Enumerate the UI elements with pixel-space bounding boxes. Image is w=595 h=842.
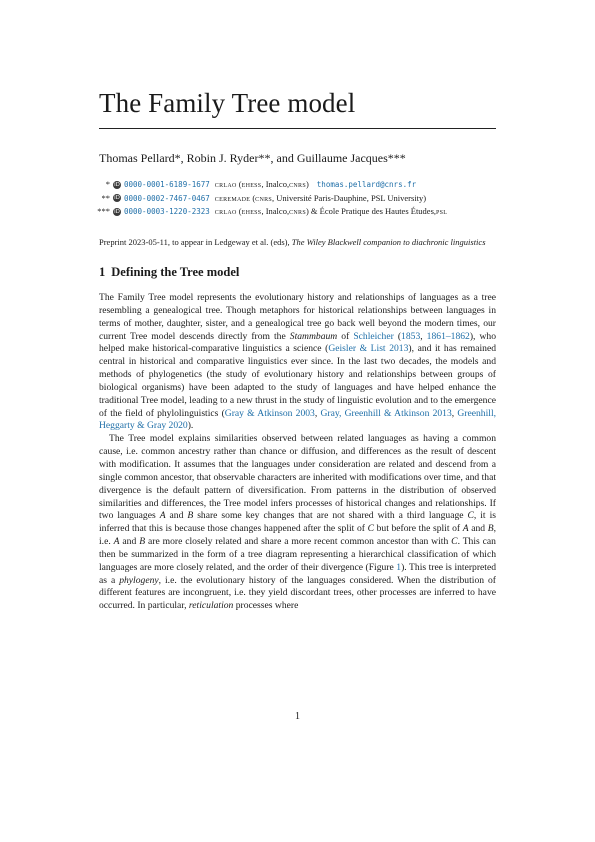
citation-link[interactable]: 1861–1862: [426, 330, 470, 342]
citation-link[interactable]: Greenhill, Heggarty & Gray 2020: [99, 407, 497, 432]
affiliation-mark: **: [101, 192, 110, 203]
affiliation-org-sc: ehess: [241, 206, 262, 217]
figure-link[interactable]: 1: [396, 561, 402, 573]
affiliation-org-sc: cnrs: [255, 192, 273, 203]
affiliation-1: [88, 178, 447, 192]
text-run: The Tree model explains similarities observed between related languages as having a common cause, i.e. common ancestry rather than chance or diffusion, and differences as the result of descent with modification. It assumes that the languages under consideration are related and descend from a single common ancestor, that observable characters are inherited with modifications over time, and that divergence is the default pattern of diversification. From patterns in the distribution of observed similarities and differences, the Tree model infers processes of historical changes and relationships. If two languages: [99, 433, 496, 522]
page-number: 1: [295, 711, 300, 722]
affiliation-org: ceremade: [214, 192, 251, 203]
text-run: . This can then be summarized in the form of a tree diagram representing a hierarchical classification of which languages are more closely related, and the order of their divergence (Figure: [99, 536, 496, 573]
variable: C: [367, 523, 374, 535]
affiliation-mark: ***: [97, 206, 110, 217]
citation-link[interactable]: Gray, Greenhill & Atkinson 2013: [320, 407, 452, 419]
affiliation-text: (: [252, 192, 256, 203]
text-run: and: [119, 536, 140, 548]
text-run: and: [165, 510, 188, 522]
variable: B: [139, 536, 146, 548]
paragraph: [99, 292, 496, 433]
text-run: , it is inferred that this is because those changes happened after the split of: [99, 510, 496, 535]
affiliation-org-sc: psl: [436, 206, 448, 217]
affiliation-text: ) & École Pratique des Hautes Études,: [305, 206, 437, 217]
text-run: ), who helped make historical-comparative linguistics a science (: [99, 330, 496, 355]
section-title: Defining the Tree model: [111, 265, 240, 279]
orcid-link[interactable]: 0000-0001-6189-1677: [124, 180, 210, 190]
variable: B: [487, 523, 494, 535]
affiliation-org-sc: cnrs: [289, 179, 306, 190]
text-run: of: [337, 330, 354, 342]
text-run: The Family Tree model represents the evolutionary history and relationships of languages as a tree resembling a genealogical tree. Though metaphors for historical relationships between languages in terms of mother, daughter, sister, and a genealogical tree go back well beyond the modern times, our current Tree model descends directly from the: [99, 292, 496, 342]
affiliation-mark: *: [105, 179, 110, 190]
citation-link[interactable]: 1853: [401, 330, 421, 342]
variable: C: [467, 510, 474, 522]
text-run: are more closely related and share a more recent common ancestor than with: [145, 536, 452, 548]
email-link[interactable]: thomas.pellard@cnrs.fr: [316, 180, 417, 190]
affiliation-org: crlao: [214, 206, 237, 217]
affiliation-text: ): [305, 179, 309, 190]
affiliation-text: (: [238, 206, 242, 217]
affiliation-text: , Inalco,: [261, 179, 290, 190]
variable: C: [451, 536, 458, 548]
emphasis: reticulation: [188, 600, 234, 612]
affiliation-text: (: [238, 179, 242, 190]
text-run: , i.e.: [99, 523, 496, 548]
affiliation-text: , Université Paris-Dauphine, PSL University): [272, 192, 427, 203]
emphasis: Stammbaum: [289, 330, 338, 342]
variable: A: [462, 523, 469, 535]
variable: A: [113, 536, 120, 548]
affiliation-org: crlao: [214, 179, 237, 190]
orcid-link[interactable]: 0000-0003-1220-2323: [124, 207, 210, 217]
text-run: share some key changes that are not shared with a third language: [193, 510, 468, 522]
affiliation-2: [88, 192, 447, 206]
author-list: Thomas Pellard*, Robin J. Ryder**, and Guillaume Jacques***: [99, 151, 406, 165]
text-run: ,: [420, 330, 427, 342]
variable: A: [159, 510, 166, 522]
citation-link[interactable]: Gray & Atkinson 2003: [224, 407, 315, 419]
affiliation-3: [88, 205, 447, 219]
orcid-icon[interactable]: iD: [114, 195, 120, 202]
text-run: ,: [451, 407, 458, 419]
paragraph: [99, 433, 496, 613]
text-run: but before the split of: [373, 523, 463, 535]
text-run: and: [468, 523, 488, 535]
preprint-book-title: The Wiley Blackwell companion to diachronic linguistics: [291, 237, 486, 247]
page-title: The Family Tree model: [99, 88, 356, 118]
emphasis: phylogeny: [119, 574, 159, 586]
section-number: 1: [99, 265, 106, 279]
text-run: ). This tree is interpreted as a: [99, 561, 496, 586]
text-run: ,: [314, 407, 321, 419]
affiliation-text: , Inalco,: [261, 206, 290, 217]
text-run: ), and it has remained central in historical and comparative linguistics ever since. In the last two decades, the models and methods of phylogenetics (the study of evolutionary history and relationships between groups of biological organisms) have been adapted to the study of languages and have helped enhance the traditional Tree model, leading to a new thrust in the study of linguistic evolution and to the emergence of the field of phylolinguistics (: [99, 343, 497, 419]
citation-link[interactable]: Geisler & List 2013: [328, 343, 409, 355]
section-heading: [99, 265, 239, 280]
variable: B: [187, 510, 194, 522]
affiliation-org-sc: cnrs: [289, 206, 306, 217]
orcid-icon[interactable]: iD: [114, 208, 120, 215]
body-text: [99, 292, 496, 613]
affiliations: [88, 178, 447, 219]
text-run: (: [393, 330, 402, 342]
preprint-text: Preprint 2023-05-11, to appear in Ledgeway et al. (eds),: [99, 237, 292, 247]
preprint-note: [99, 237, 486, 247]
text-run: , i.e. the evolutionary history of the languages considered. When the distribution of different features are incongruent, i.e. they yield discordant trees, other processes are inferred to have occurred. In particular,: [99, 574, 496, 612]
orcid-link[interactable]: 0000-0002-7467-0467: [124, 193, 210, 203]
affiliation-org-sc: ehess: [241, 179, 262, 190]
title-rule: [99, 128, 496, 129]
citation-link[interactable]: Schleicher: [353, 330, 394, 342]
orcid-icon[interactable]: iD: [114, 181, 120, 188]
text-run: ).: [187, 420, 194, 432]
text-run: processes where: [233, 600, 299, 612]
